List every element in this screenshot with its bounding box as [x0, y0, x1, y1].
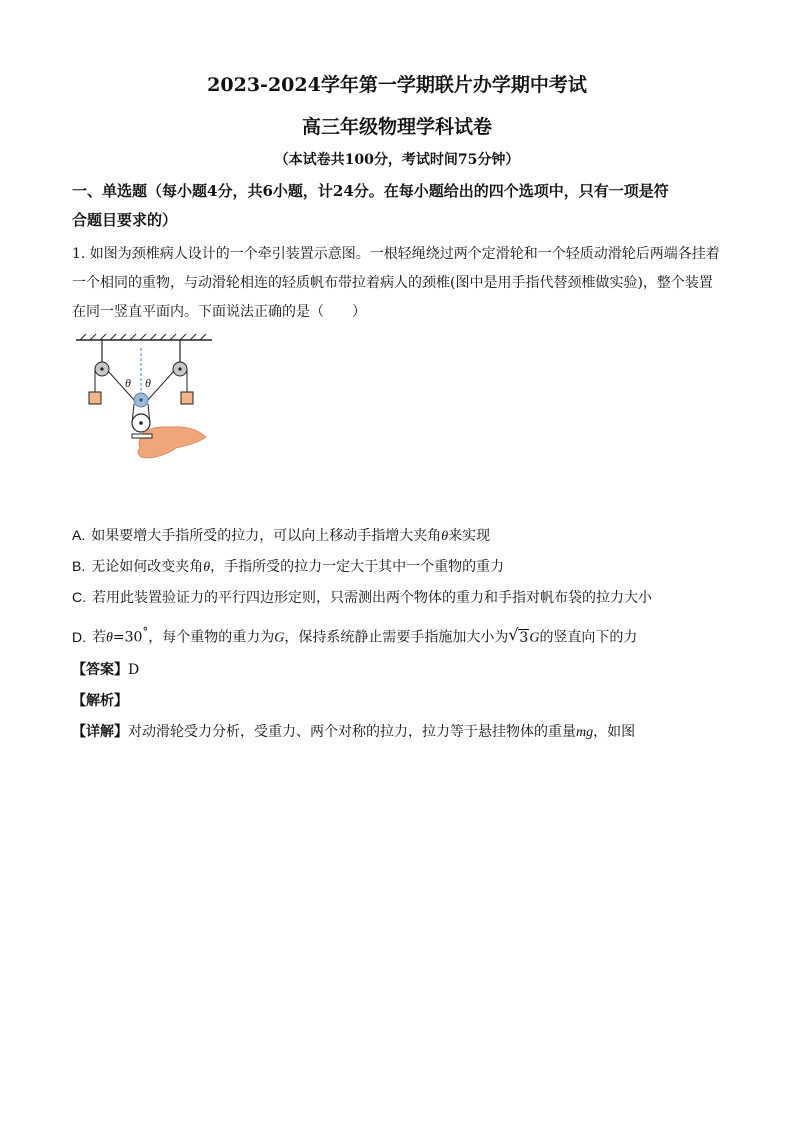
sqrt-symbol: √ 3: [508, 624, 529, 646]
ceiling-hatch: [80, 334, 206, 340]
option-a: A. 如果要增大手指所受的拉力，可以向上移动手指增大夹角θ来实现: [72, 527, 491, 544]
section-heading-line1: 一、单选题（每小题4分，共6小题，计24分。在每小题给出的四个选项中，只有一项是符: [72, 182, 669, 200]
answer-tag: 【答案】: [72, 662, 128, 678]
hand-illustration: [138, 427, 206, 458]
question-1-line1: 1. 如图为颈椎病人设计的一个牵引装置示意图。一根轻绳绕过两个定滑轮和一个轻质动滑轮后两端各挂着: [72, 246, 720, 262]
theta-label-left: θ: [125, 376, 131, 390]
analysis-tag: 【解析】: [72, 693, 128, 709]
section-heading-line2: 合题目要求的）: [72, 211, 178, 229]
option-d: D. 若θ=30°，每个重物的重力为G，保持系统静止需要手指施加大小为 √ 3G的竖直向下的力: [72, 624, 638, 646]
answer-line: [72, 660, 732, 680]
question-1-stem: [72, 240, 732, 327]
weight-left: [89, 392, 101, 404]
option-b: B. 无论如何改变夹角θ，手指所受的拉力一定大于其中一个重物的重力: [72, 558, 505, 575]
detail-tag: 【详解】: [72, 724, 128, 740]
exam-title: 2023-2024学年第一学期联片办学期中考试: [207, 74, 587, 96]
answer-value: D: [128, 662, 140, 678]
question-1-line3: 在同一竖直平面内。下面说法正确的是（ ）: [72, 304, 366, 320]
analysis-line: [72, 691, 732, 711]
theta-label-right: θ: [145, 376, 151, 390]
option-c: C. 若用此装置验证力的平行四边形定则，只需测出两个物体的重力和手指对帆布袋的拉力大小: [72, 589, 652, 606]
exam-subject-title: 高三年级物理学科试卷: [301, 116, 492, 138]
exam-info: （本试卷共100分，考试时间75分钟）: [274, 152, 520, 168]
section-heading: [72, 177, 732, 235]
traction-device-figure: [72, 334, 217, 479]
question-1-line2: 一个相同的重物，与动滑轮相连的轻质帆布带拉着病人的颈椎(图中是用手指代替颈椎做实验)，整个装置: [72, 275, 713, 291]
weight-right: [181, 392, 193, 404]
detail-line: 【详解】对动滑轮受力分析，受重力、两个对称的拉力，拉力等于悬挂物体的重量mg，如图: [72, 724, 636, 740]
